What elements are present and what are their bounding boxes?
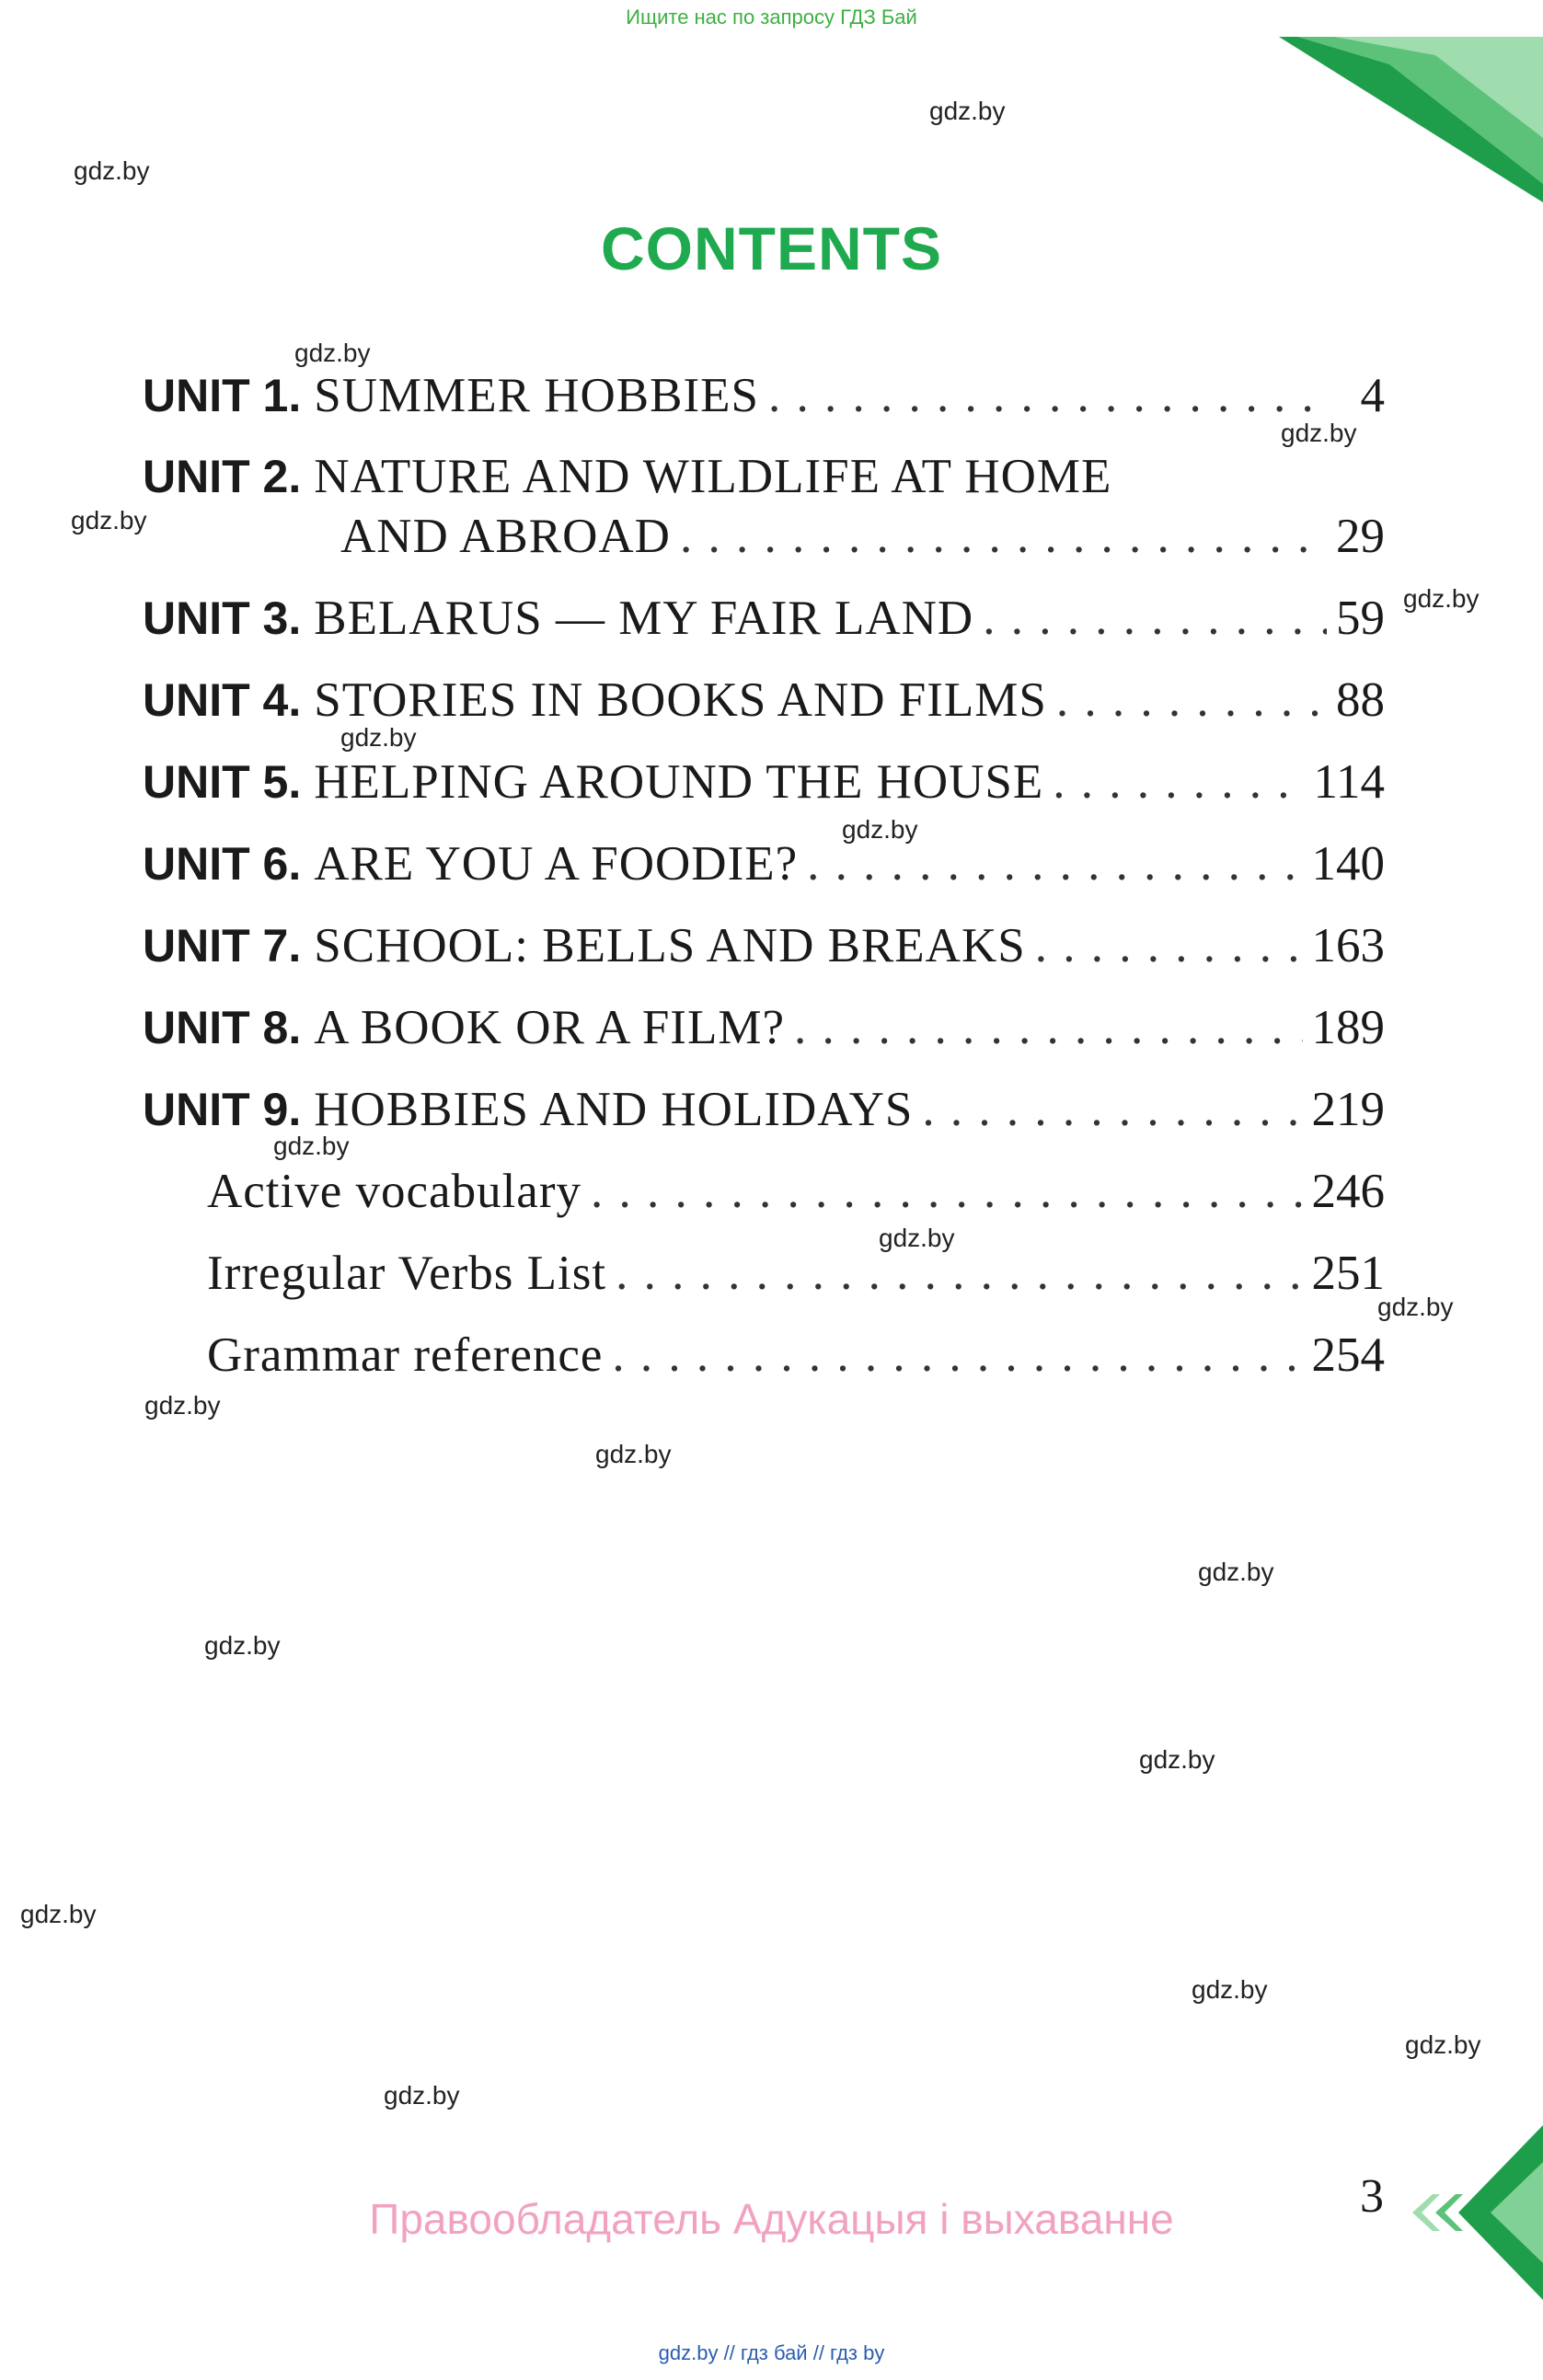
page-number: 189 (1311, 1001, 1385, 1054)
unit-title: SUMMER HOBBIES (314, 369, 759, 422)
toc-entry-unit-4[interactable] (143, 668, 1385, 732)
toc-entry-irregular-verbs[interactable] (143, 1241, 1385, 1305)
unit-label: UNIT 3. (143, 592, 302, 644)
unit-title: HOBBIES AND HOLIDAYS (314, 1083, 914, 1136)
dot-leader (1035, 914, 1303, 978)
copyright-holder: Правообладатель Адукацыя і выхаванне (369, 2195, 1174, 2243)
unit-title: STORIES IN BOOKS AND FILMS (314, 673, 1047, 727)
page-title: CONTENTS (601, 214, 942, 282)
watermark: gdz.by (1403, 584, 1480, 613)
dot-leader (591, 1159, 1303, 1224)
unit-label: UNIT 8. (143, 1002, 302, 1053)
dot-leader (983, 586, 1327, 650)
unit-title: NATURE AND WILDLIFE AT HOME (314, 450, 1112, 503)
unit-title: A BOOK OR A FILM? (314, 1001, 785, 1054)
dot-leader (616, 1241, 1302, 1305)
page-number: 114 (1313, 755, 1385, 809)
toc-entry-active-vocabulary[interactable] (143, 1159, 1385, 1224)
top-banner[interactable]: Ищите нас по запросу ГДЗ Бай (626, 6, 917, 29)
page-number: 29 (1336, 510, 1385, 563)
page-number: 254 (1311, 1328, 1385, 1382)
page-number: 140 (1311, 837, 1385, 891)
watermark: gdz.by (879, 1224, 955, 1252)
dot-leader (794, 995, 1303, 1060)
unit-label: UNIT 9. (143, 1084, 302, 1135)
watermark: gdz.by (1139, 1745, 1215, 1774)
watermark: gdz.by (1198, 1558, 1274, 1586)
unit-title: SCHOOL: BELLS AND BREAKS (314, 919, 1026, 972)
unit-label: UNIT 1. (143, 370, 302, 421)
appendix-title: Active vocabulary (207, 1165, 582, 1218)
dot-leader (1053, 750, 1304, 814)
appendix-title: Grammar reference (207, 1328, 604, 1382)
page-number: 88 (1336, 673, 1385, 727)
watermark: gdz.by (294, 339, 371, 367)
corner-decoration-top (1279, 37, 1543, 202)
watermark: gdz.by (1281, 419, 1357, 447)
toc-entry-unit-8[interactable] (143, 995, 1385, 1060)
page-number: 59 (1336, 592, 1385, 645)
page-number: 251 (1311, 1247, 1385, 1300)
unit-label: UNIT 7. (143, 920, 302, 972)
page-number: 4 (1360, 369, 1385, 422)
dot-leader (1056, 668, 1327, 732)
watermark: gdz.by (340, 723, 417, 752)
watermark: gdz.by (384, 2081, 460, 2110)
watermark: gdz.by (1405, 2030, 1481, 2059)
toc-entry-unit-2-continued[interactable] (143, 504, 1385, 569)
unit-label: UNIT 5. (143, 756, 302, 808)
footer-links[interactable]: gdz.by // гдз бай // гдз by (658, 2341, 885, 2364)
appendix-title: Irregular Verbs List (207, 1247, 607, 1300)
page-number: 163 (1311, 919, 1385, 972)
watermark: gdz.by (144, 1391, 221, 1420)
page-number-footer: 3 (1360, 2170, 1384, 2223)
page-number: 246 (1311, 1165, 1385, 1218)
dot-leader (922, 1077, 1302, 1142)
page-number: 219 (1311, 1083, 1385, 1136)
unit-label: UNIT 6. (143, 838, 302, 890)
toc-entry-unit-7[interactable] (143, 914, 1385, 978)
toc-entry-unit-1[interactable] (143, 363, 1385, 428)
watermark: gdz.by (273, 1132, 350, 1160)
unit-title-continued: AND ABROAD (340, 510, 671, 563)
watermark: gdz.by (595, 1440, 672, 1468)
watermark: gdz.by (842, 815, 918, 844)
toc-entry-unit-2[interactable] (143, 444, 1385, 509)
watermark: gdz.by (204, 1631, 281, 1660)
dot-leader (680, 504, 1327, 569)
chevron-arrows-icon (1408, 2125, 1543, 2300)
watermark: gdz.by (71, 506, 147, 535)
toc-entry-unit-3[interactable] (143, 586, 1385, 650)
toc-entry-grammar-reference[interactable] (143, 1323, 1385, 1387)
unit-label: UNIT 2. (143, 451, 302, 502)
unit-title: ARE YOU A FOODIE? (314, 837, 799, 891)
unit-title: BELARUS — MY FAIR LAND (314, 592, 974, 645)
toc-entry-unit-6[interactable] (143, 832, 1385, 896)
watermark: gdz.by (929, 97, 1006, 125)
unit-label: UNIT 4. (143, 674, 302, 726)
dot-leader (768, 363, 1330, 428)
watermark: gdz.by (74, 156, 150, 185)
unit-title: HELPING AROUND THE HOUSE (314, 755, 1044, 809)
watermark: gdz.by (20, 1900, 97, 1928)
dot-leader (612, 1323, 1302, 1387)
watermark: gdz.by (1377, 1293, 1454, 1321)
watermark: gdz.by (1192, 1975, 1268, 2004)
toc-entry-unit-5[interactable] (143, 750, 1385, 814)
